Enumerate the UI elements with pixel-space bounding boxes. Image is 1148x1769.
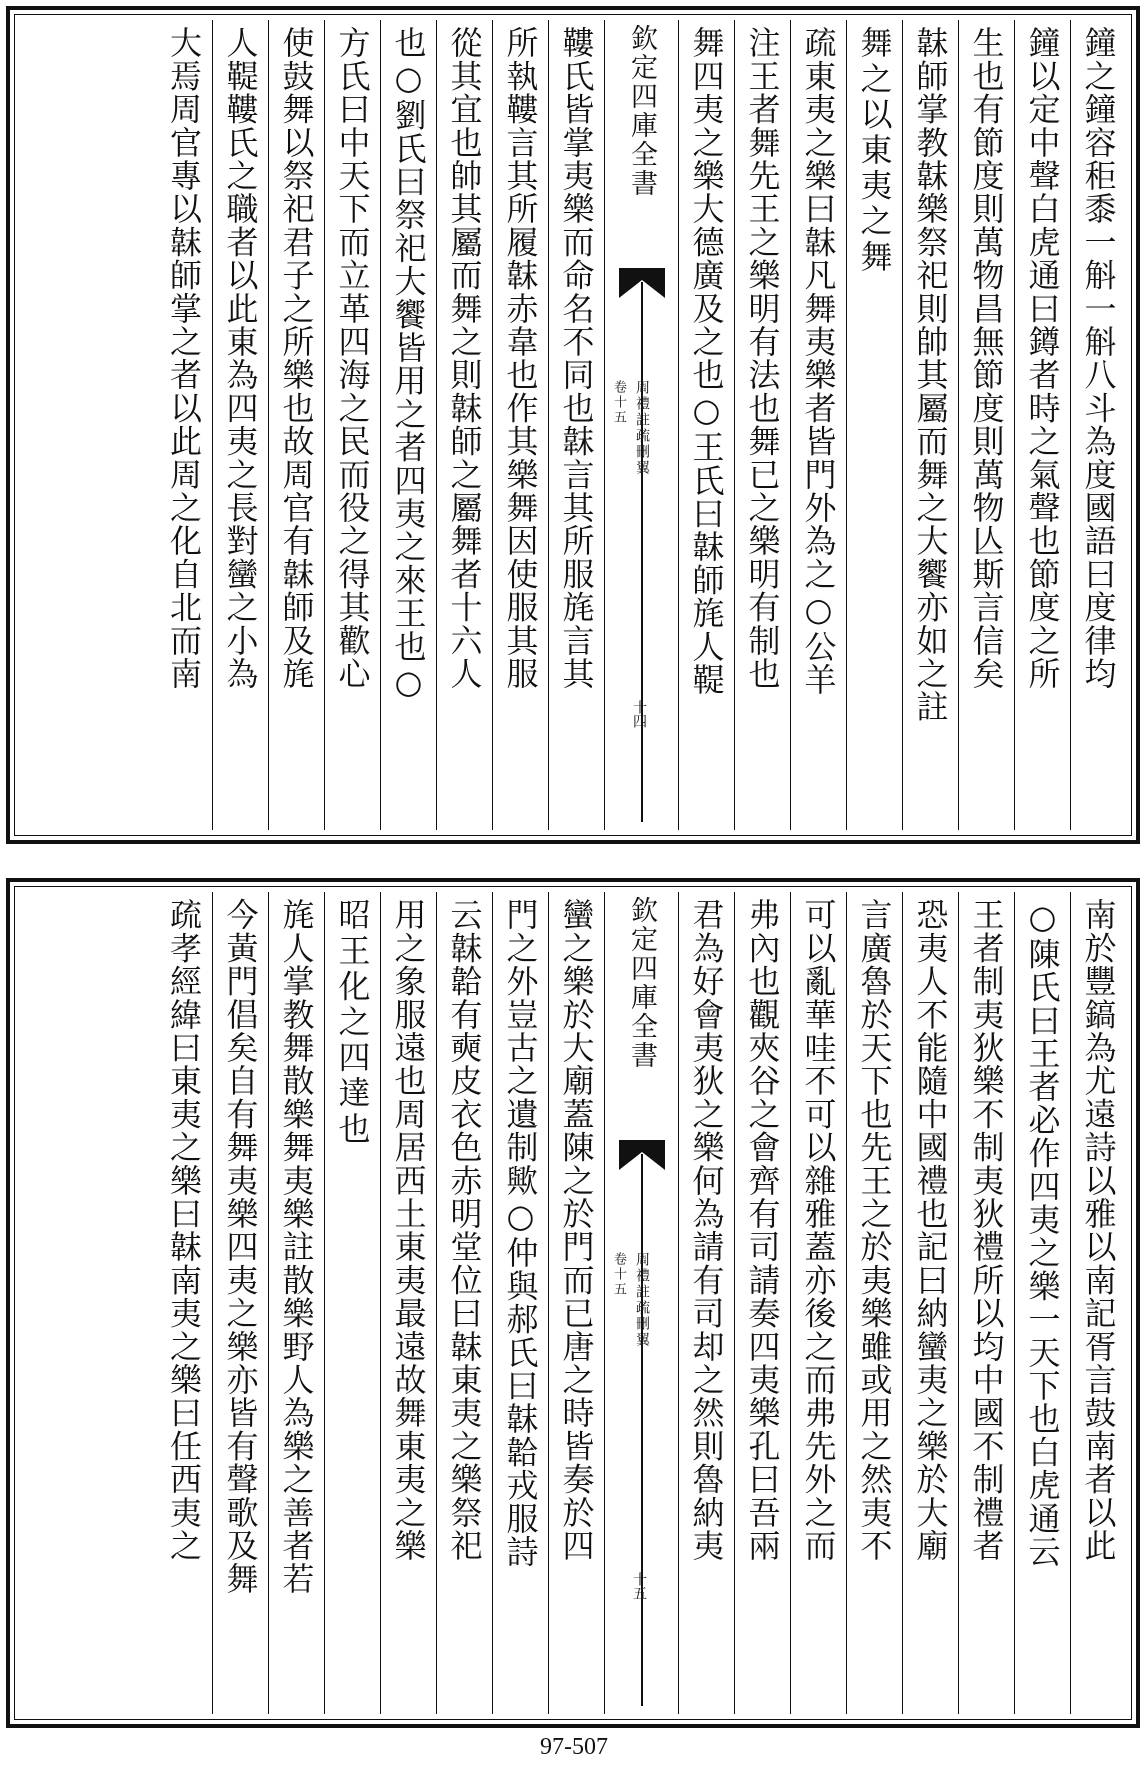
text-column xyxy=(548,20,604,830)
text-column xyxy=(846,20,902,830)
text-column xyxy=(790,20,846,830)
text-column xyxy=(268,20,324,830)
column-text: 鞻氏皆掌夷樂而命名不同也韎言其所服旄言其 xyxy=(557,26,596,690)
column-text: 鐘之鐘容秬黍一斛一斛八斗為度國語曰度律均 xyxy=(1079,26,1118,690)
volume-label: 卷十五 xyxy=(611,380,626,425)
column-text: 疏東夷之樂曰韎凡舞夷樂者皆門外為之○公羊 xyxy=(799,26,838,696)
column-text: 王者制夷狄樂不制夷狄禮所以均中國不制禮者 xyxy=(967,898,1006,1562)
volume-label: 卷十五 xyxy=(611,1252,626,1297)
fold-line xyxy=(641,282,643,822)
column-text: 人鞮鞻氏之職者以此東為四夷之長對蠻之小為 xyxy=(221,26,260,690)
column-text: 韎師掌教韎樂祭祀則帥其屬而舞之大饗亦如之註 xyxy=(911,26,950,724)
center-fold xyxy=(604,20,678,830)
text-column xyxy=(212,892,268,1714)
column-text: 舞四夷之樂大德廣及之也○王氏曰韎師旄人鞮 xyxy=(687,26,726,696)
column-text: 蠻之樂於大廟蓋陳之於門而已唐之時皆奏於四 xyxy=(557,898,596,1562)
center-fold xyxy=(604,892,678,1714)
column-text: 鐘以定中聲白虎通曰鐏者時之氣聲也節度之所 xyxy=(1023,26,1062,690)
text-column xyxy=(790,892,846,1714)
text-column xyxy=(156,892,212,1714)
page-number: 97-507 xyxy=(540,1734,608,1760)
column-text: ○陳氏曰王者必作四夷之樂一天下也白虎通云 xyxy=(1023,898,1062,1568)
top-page-columns xyxy=(20,20,1126,830)
column-text: 南於豐鎬為尤遠詩以雅以南記胥言鼓南者以此 xyxy=(1079,898,1118,1562)
top-page xyxy=(6,6,1140,844)
text-column xyxy=(1014,892,1070,1714)
text-column xyxy=(212,20,268,830)
column-text: 大焉周官專以韎師掌之者以此周之化自北而南 xyxy=(165,26,203,690)
leaf-number: 十五 xyxy=(631,1572,647,1600)
column-text: 可以亂華哇不可以雜雅蓋亦後之而弗先外之而 xyxy=(799,898,838,1562)
text-column xyxy=(268,892,324,1714)
collection-title: 欽定四庫全書 xyxy=(626,896,657,1070)
fold-line xyxy=(641,1154,643,1706)
column-text: 言廣魯於天下也先王之於夷樂雖或用之然夷不 xyxy=(855,898,894,1562)
text-column xyxy=(324,892,380,1714)
column-text: 從其宜也帥其屬而舞之則韎師之屬舞者十六人 xyxy=(445,26,484,690)
column-text: 用之象服遠也周居西土東夷最遠故舞東夷之樂 xyxy=(389,898,428,1562)
column-text: 今黃門倡矣自有舞夷樂四夷之樂亦皆有聲歌及舞 xyxy=(221,898,260,1596)
leaf-number: 十四 xyxy=(631,700,647,728)
book-title: 周禮註疏刪翼 xyxy=(634,380,650,476)
text-column xyxy=(902,20,958,830)
column-text: 注王者舞先王之樂明有法也舞已之樂明有制也 xyxy=(743,26,782,690)
column-text: 弗內也觀夾谷之會齊有司請奏四夷樂孔曰吾兩 xyxy=(743,898,782,1562)
column-text: 舞之以東夷之舞 xyxy=(855,26,894,276)
text-column xyxy=(492,892,548,1714)
column-text: 所執鞻言其所履韎赤韋也作其樂舞因使服其服 xyxy=(501,26,540,690)
text-column xyxy=(380,892,436,1714)
column-text: 昭王化之四達也 xyxy=(333,898,372,1148)
column-text: 君為好會夷狄之樂何為請有司却之然則魯納夷 xyxy=(687,898,726,1562)
text-column xyxy=(436,892,492,1714)
bottom-page-columns xyxy=(20,892,1126,1714)
text-column xyxy=(1070,892,1126,1714)
text-column xyxy=(492,20,548,830)
text-column xyxy=(436,20,492,830)
text-column xyxy=(324,20,380,830)
text-column xyxy=(380,20,436,830)
column-text: 也○劉氏曰祭祀大饗皆用之者四夷之來王也○ xyxy=(389,26,428,702)
text-column xyxy=(678,892,734,1714)
text-column xyxy=(1014,20,1070,830)
column-text: 疏孝經緯曰東夷之樂曰韎南夷之樂曰任西夷之 xyxy=(165,898,203,1562)
text-column xyxy=(734,20,790,830)
column-text: 使鼓舞以祭祀君子之所樂也故周官有韎師及旄 xyxy=(277,26,316,690)
text-column xyxy=(678,20,734,830)
column-text: 方氏曰中天下而立革四海之民而役之得其歡心 xyxy=(333,26,372,690)
text-column xyxy=(958,20,1014,830)
text-column xyxy=(902,892,958,1714)
text-column xyxy=(548,892,604,1714)
collection-title: 欽定四庫全書 xyxy=(626,24,657,198)
book-title: 周禮註疏刪翼 xyxy=(634,1252,650,1348)
text-column xyxy=(156,20,212,830)
column-text: 旄人掌教舞散樂舞夷樂註散樂野人為樂之善者若 xyxy=(277,898,316,1596)
text-column xyxy=(958,892,1014,1714)
text-column xyxy=(1070,20,1126,830)
text-column xyxy=(734,892,790,1714)
column-text: 門之外豈古之遺制歟○仲與郝氏曰韎韐戎服詩 xyxy=(501,898,540,1568)
column-text: 恐夷人不能隨中國禮也記曰納蠻夷之樂於大廟 xyxy=(911,898,950,1562)
column-text: 生也有節度則萬物昌無節度則萬物亾斯言信矣 xyxy=(967,26,1006,690)
bottom-page xyxy=(6,878,1140,1728)
text-column xyxy=(846,892,902,1714)
column-text: 云韎韐有奭皮衣色赤明堂位曰韎東夷之樂祭祀 xyxy=(445,898,484,1562)
